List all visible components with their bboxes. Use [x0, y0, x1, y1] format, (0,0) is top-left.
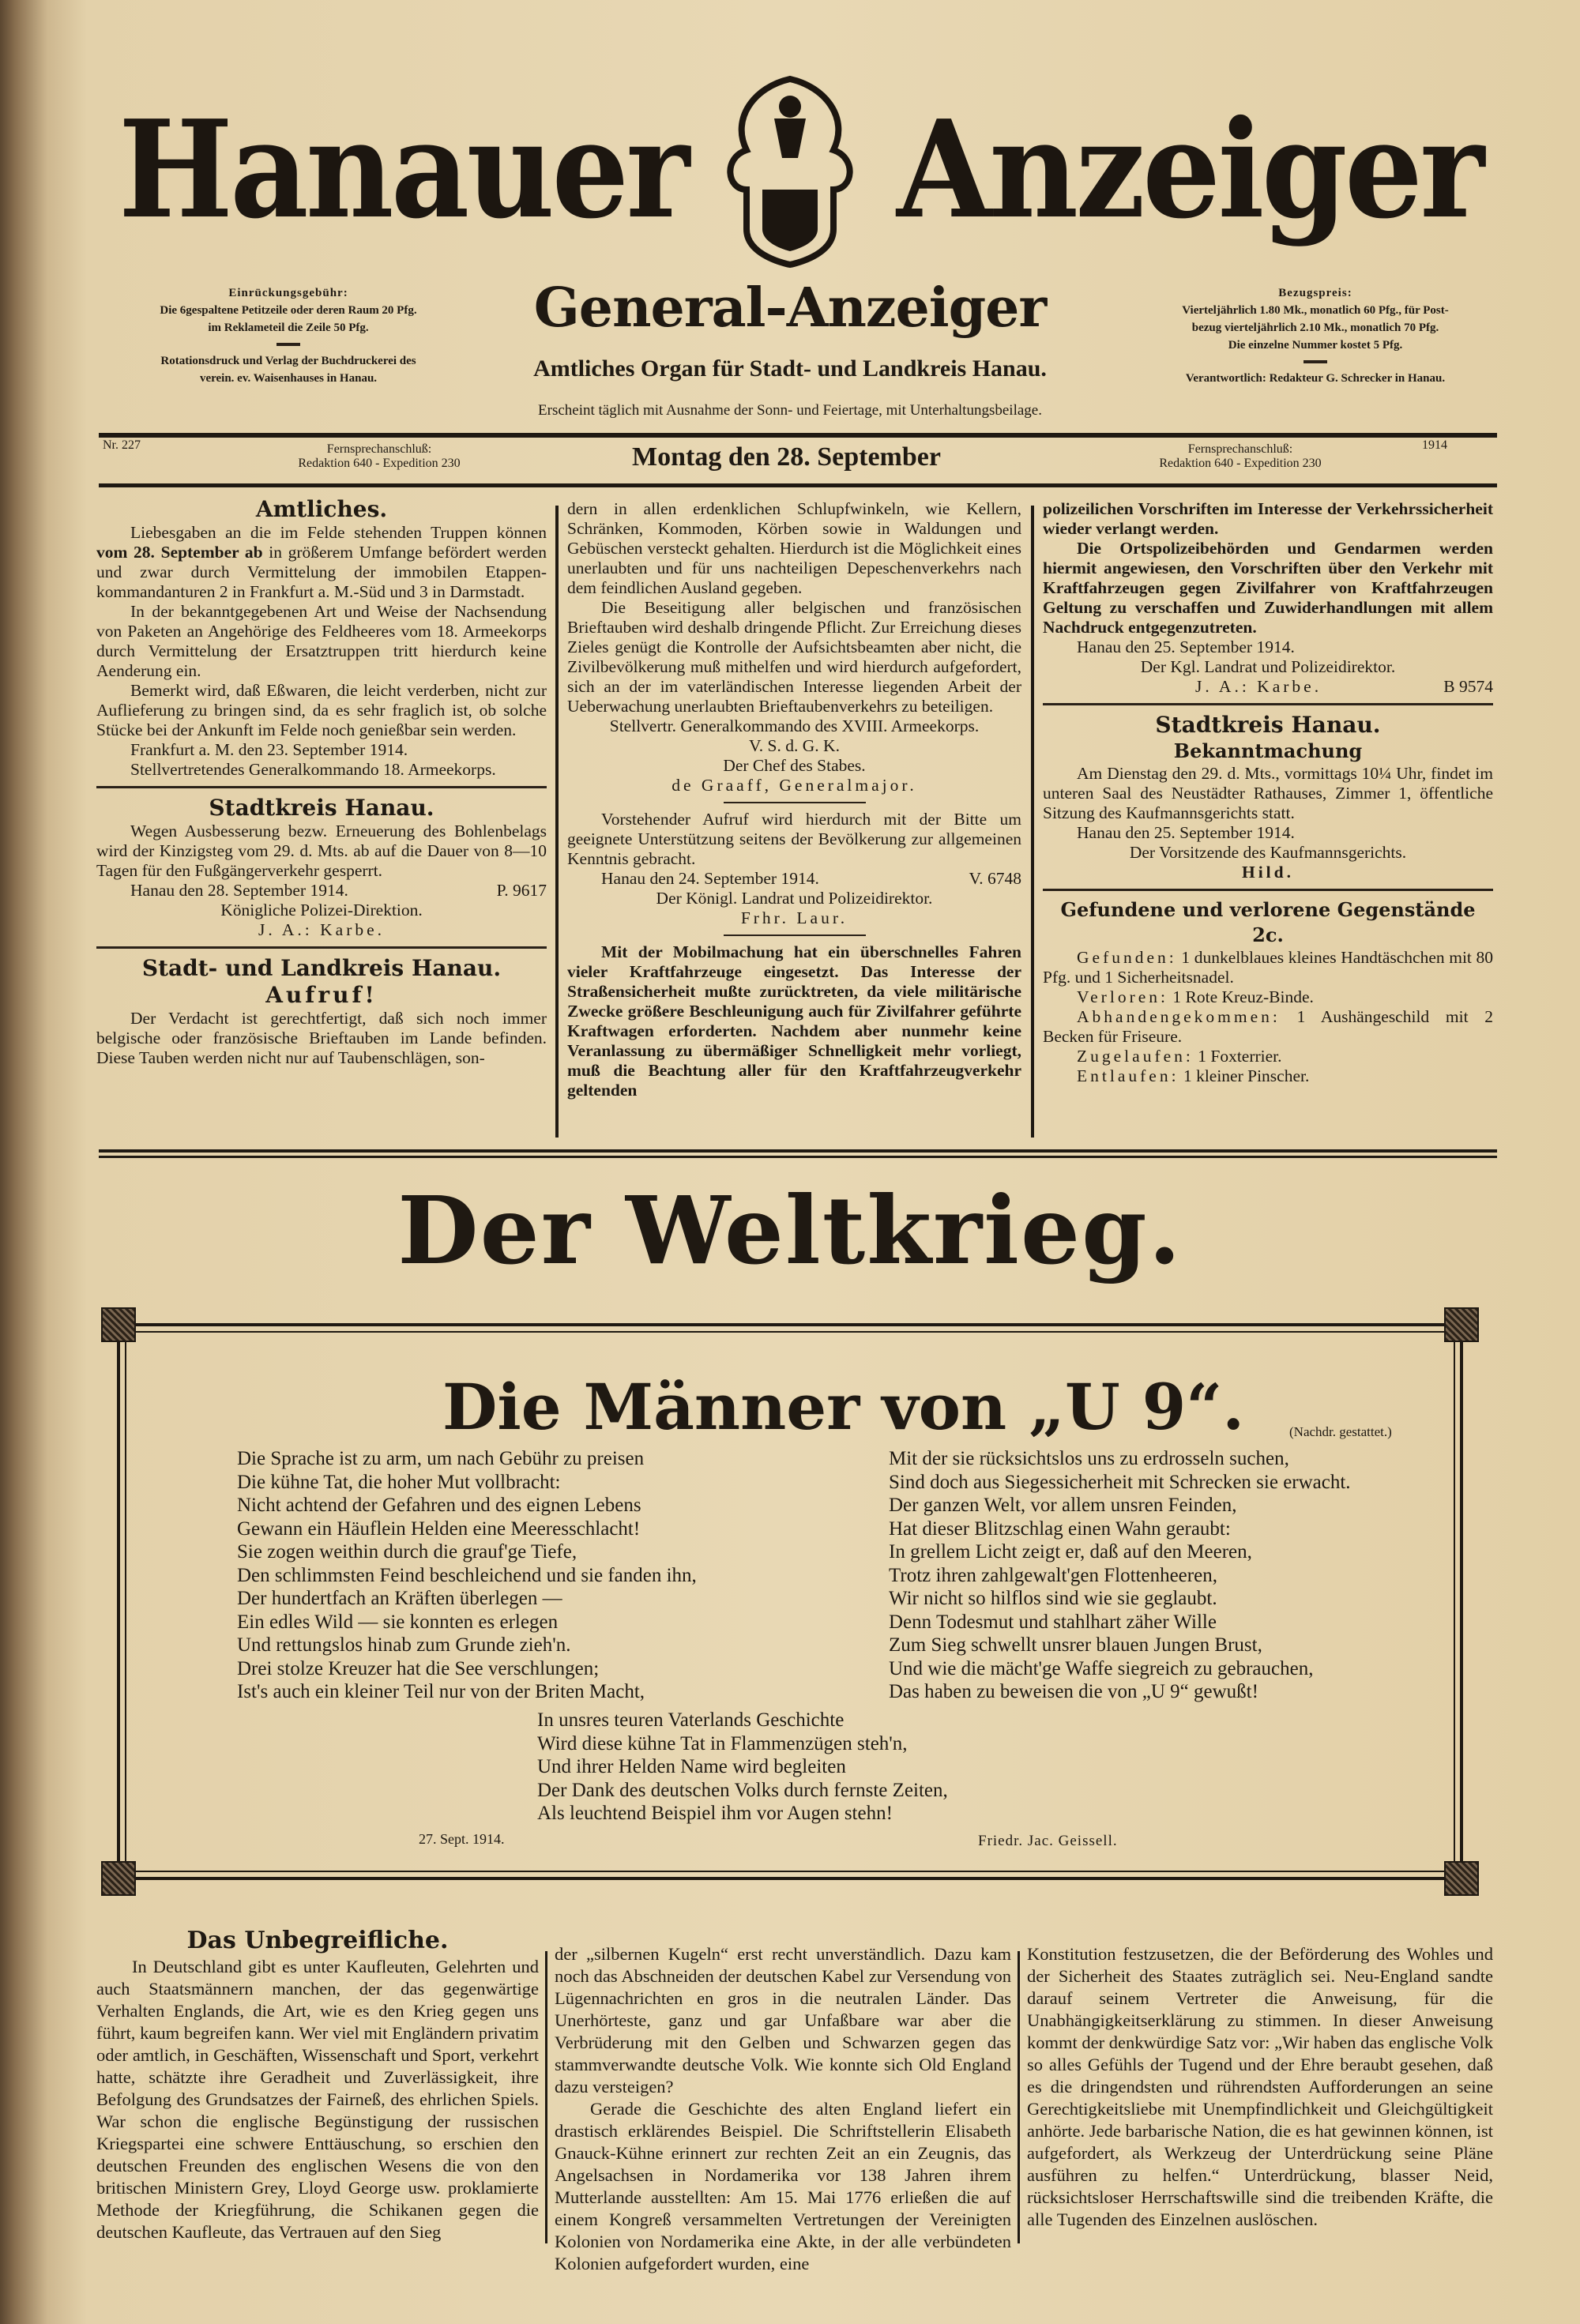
poem-line: Gewann ein Häuflein Helden eine Meeresschlacht!	[237, 1517, 641, 1540]
divider	[96, 786, 547, 788]
signature: Stellvertr. Generalkommando des XVIII. Armeekorps.	[609, 716, 980, 735]
text: 1 dunkelblaues kleines Handtäschchen mit 80 Pfg. und 1 Sicherheitsnadel.	[1043, 948, 1493, 987]
poem-line: Trotz ihren zahlgewalt'gen Flottenheeren,	[889, 1564, 1217, 1586]
signature: Stellvertretendes Generalkommando 18. Armeekorps.	[130, 760, 496, 779]
article-column-1	[96, 1927, 539, 2243]
section-rule	[99, 1149, 1497, 1153]
paragraph: In der bekanntgegebenen Art und Weise der Nachsendung von Paketen an Angehörige des Feldheeres vom 18. Armeekorps durch Vermittelung der Ersatztruppen tritt hierdurch keine Aenderung ein.	[96, 602, 547, 680]
phone-numbers: Redaktion 640 - Expedition 230	[298, 457, 461, 470]
price-line: Die einzelne Nummer kostet 5 Pfg.	[1228, 339, 1403, 352]
poem-stanza-right	[889, 1447, 1351, 1704]
text: Liebesgaben an die im Felde stehenden Truppen können	[130, 523, 547, 542]
frame-line	[1460, 1323, 1463, 1880]
place-date: Frankfurt a. M. den 23. September 1914.	[130, 740, 408, 759]
escaped-item	[1043, 1066, 1493, 1086]
poem-line: Denn Todesmut und stahlhart zäher Wille	[889, 1611, 1217, 1633]
paragraph: der „silbernen Kugeln“ erst recht unverständlich. Dazu kam noch das Abschneiden der deutschen Kabel zur Versendung von Lügennachrichten en gros in die neutralen Länder. Das Unerhörteste, ganz und gar Unfaßbare war aber die Verbrüderung mit den Gelben und Schwarzen gegen das stammverwandte deutsche Volk. Wie konnte sich Old England dazu versteigen?	[555, 1944, 1011, 2096]
paragraph	[96, 523, 547, 602]
corner-ornament-icon	[1444, 1307, 1479, 1342]
publisher-line: verein. ev. Waisenhauses in Hanau.	[199, 372, 378, 385]
divider	[1043, 889, 1493, 891]
title-right: Anzeiger	[897, 91, 1482, 249]
text: in größerem Umfange befördert werden und zwar durch Vermittelung der immobilen Etappen-kommandanturen 2 in Frankfurt a. M.-Süd und 3 in Darmstadt.	[96, 543, 547, 601]
signature: de Graaff, Generalmajor.	[672, 776, 917, 795]
reference-number: B 9574	[1443, 677, 1493, 696]
label: Zugelaufen:	[1077, 1047, 1194, 1066]
price-line: Vierteljährlich 1.80 Mk., monatlich 60 Pfg., für Post-	[1182, 304, 1449, 317]
place-date: Hanau den 25. September 1914.	[1077, 823, 1295, 842]
signature: V. S. d. G. K.	[749, 736, 840, 755]
signature: Hild.	[1241, 863, 1294, 882]
rates-line: im Reklameteil die Zeile 50 Pfg.	[208, 322, 369, 334]
official-organ-line: Amtliches Organ für Stadt- und Landkreis Hanau.	[533, 355, 1047, 382]
poem-line: Drei stolze Kreuzer hat die See verschlungen;	[237, 1657, 600, 1679]
frame-line	[117, 1323, 1463, 1326]
authority: Der Kgl. Landrat und Polizeidirektor.	[1140, 657, 1396, 676]
text: 1 Aushängeschild mit 2 Becken für Friseure.	[1043, 1007, 1493, 1046]
aufruf-subheading: Aufruf!	[265, 982, 378, 1008]
divider	[276, 343, 300, 346]
column-rule	[545, 1951, 547, 2243]
price-heading: Bezugspreis:	[1278, 287, 1352, 299]
place-date: Hanau den 25. September 1914.	[1077, 637, 1295, 656]
amtliches-heading: Amtliches.	[255, 496, 388, 522]
emphasis: vom 28. September ab	[96, 543, 263, 562]
paragraph: Die Beseitigung aller belgischen und französischen Brieftauben wird deshalb dringende Pflicht. Zur Erreichung dieses Zieles genügt die Kontrolle der Aufsichtsbeamten aber nicht, die Zivilbevölkerung muß mithelfen und wird hierdurch aufgefordert, sich an der im vaterländischen Interesse liegenden Arbeit der Ueberwachung unerlaubten Brieftaubenverkehrs zu beteiligen.	[567, 598, 1021, 716]
paragraph: polizeilichen Vorschriften im Interesse der Verkehrssicherheit wieder verlangt werden.	[1043, 499, 1493, 538]
phone-heading: Fernsprechanschluß:	[326, 442, 432, 456]
place-date: Hanau den 28. September 1914.	[130, 881, 348, 900]
place-date-row	[96, 881, 547, 901]
phone-heading: Fernsprechanschluß:	[1187, 442, 1293, 456]
paragraph: Mit der Mobilmachung hat ein überschnelles Fahren vieler Kraftfahrzeuge eingesetzt. Das Interesse der Straßensicherheit mußte zurücktreten, da viele militärische Zwecke größere Beschleunigung auch für Zivilfahrer geführte Kraftwagen erforderten. Nachdem aber nunmehr keine Veranlassung zu übermäßiger Schnelligkeit mehr vorliegt, muß die Beachtung aller für den Kraftfahrzeugverkehr geltenden	[567, 942, 1021, 1100]
editor-line: Verantwortlich: Redakteur G. Schrecker in Hanau.	[1185, 372, 1446, 385]
place-date-row	[567, 869, 1021, 889]
lost-found-heading: Gefundene und verlorene Gegenstände 2c.	[1060, 898, 1476, 946]
frame-line	[117, 1331, 1463, 1333]
poem-line: Nicht achtend der Gefahren und des eignen Lebens	[237, 1495, 641, 1516]
column-2	[567, 499, 1021, 1100]
poem-line: Der hundertfach an Kräften überlegen —	[237, 1588, 562, 1609]
stadtkreis-heading: Stadtkreis Hanau.	[1155, 712, 1381, 738]
poem-line: Zum Sieg schwellt unsrer blauen Jungen Brust,	[889, 1634, 1262, 1656]
place-date: Hanau den 24. September 1914.	[601, 869, 819, 888]
reference-number: V. 6748	[969, 869, 1021, 888]
paragraph: Vorstehender Aufruf wird hierdurch mit der Bitte um geeignete Unterstützung seitens der Bevölkerung zur allgemeinen Kenntnis gebracht.	[567, 810, 1021, 868]
poem-line: Das haben zu beweisen die von „U 9“ gewußt!	[889, 1681, 1258, 1702]
poem-line: Der ganzen Welt, vor allem unsren Feinden,	[889, 1495, 1237, 1516]
price-line: bezug vierteljährlich 2.10 Mk., monatlich 70 Pfg.	[1191, 322, 1439, 334]
poem-line: Wird diese kühne Tat in Flammenzügen steh'n,	[537, 1732, 908, 1754]
rates-line: Die 6gespaltene Petitzeile oder deren Raum 20 Pfg.	[160, 304, 417, 317]
poem-date: 27. Sept. 1914.	[419, 1831, 505, 1847]
missing-item	[1043, 1007, 1493, 1047]
article-column-2	[555, 1943, 1011, 2275]
frame-line	[117, 1871, 1463, 1872]
phone-left	[261, 442, 498, 483]
issue-number: Nr. 227	[103, 438, 141, 452]
poem-line: Ein edles Wild — sie konnten es erlegen	[237, 1611, 559, 1633]
signature: J. A.: Karbe.	[1195, 677, 1322, 696]
subscription-box	[1138, 284, 1493, 387]
paragraph: Der Verdacht ist gerechtfertigt, daß sich noch immer belgische oder französische Brieftauben im Lande befinden. Diese Tauben werden nicht nur auf Taubenschlägen, son-	[96, 1009, 547, 1067]
appearance-line: Erscheint täglich mit Ausnahme der Sonn- und Feiertage, mit Unterhaltungsbeilage.	[538, 402, 1042, 419]
column-rule	[1031, 506, 1034, 1138]
paragraph: Gerade die Geschichte des alten England liefert ein drastisch erklärendes Beispiel. Die Schriftstellerin Elisabeth Gnauck-Kühne erinnert zur rechten Zeit an ein Zeugnis, das Angelsachsen in Nordamerika vor 138 Jahren ihrem Mutterlande ausstellten: Am 15. Mai 1776 erließen die auf einem Kongreß versammelten Vertretungen der Vereinigten Kolonien von Nordamerika eine Akte, in der alle verbündeten Kolonien aufgefordert wurden, eine	[555, 2099, 1011, 2273]
reprint-note: (Nachdr. gestattet.)	[1289, 1424, 1392, 1439]
article-column-3	[1027, 1943, 1493, 2231]
phone-right	[1122, 442, 1359, 483]
aufruf-heading: Stadt- und Landkreis Hanau.	[141, 955, 502, 981]
poem-stanza-final	[537, 1709, 948, 1826]
poem-line: In unsres teuren Vaterlands Geschichte	[537, 1709, 845, 1731]
frame-line	[125, 1323, 126, 1880]
signature: Frhr. Laur.	[740, 908, 848, 927]
paragraph: In Deutschland gibt es unter Kaufleuten, Gelehrten und auch Staatsmännern manchen, der das gegenwärtige Verhalten Englands, die Art, wie es den Krieg gegen uns führt, kaum begreifen kann. Wer viel mit Engländern privatim oder amtlich, in Geschäften, Wissenschaft und Sport, verkehrt hatte, schätzte ihre Geradheit und Zuverlässigkeit, ihre Befolgung des Grundsatzes der Fairneß, des ehrlichen Spiels. War schon die englische Begünstigung der russischen Kriegspartei eine schwere Enttäuschung, so erschien den deutschen Freunden des englischen Wesens die von den britischen Ministern Grey, Lloyd George usw. proklamierte Methode der Kriegführung, die Schikanen gegen die deutschen Kaufleute, das Vertrauen auf den Sieg	[96, 1957, 539, 2242]
frame-line	[1454, 1323, 1455, 1880]
label: Gefunden:	[1077, 948, 1177, 967]
divider	[1304, 360, 1327, 363]
coat-of-arms-icon	[699, 71, 881, 269]
subtitle: General-Anzeiger	[533, 276, 1047, 340]
issue-year: 1914	[1422, 438, 1447, 452]
authority: Der Vorsitzende des Kaufmannsgerichts.	[1129, 843, 1407, 862]
label: Verloren:	[1077, 987, 1168, 1006]
column-1	[96, 496, 547, 1068]
poem-line: Und wie die mächt'ge Waffe siegreich zu gebrauchen,	[889, 1657, 1314, 1679]
divider	[96, 946, 547, 949]
poem-line: In grellem Licht zeigt er, daß auf den Meeren,	[889, 1541, 1252, 1562]
paragraph: Konstitution festzusetzen, die der Beförderung des Wohles und der Sicherheit des Staates zuträglich sei. Neu-England sandte darauf seinem Vertreter die Anweisung, für die Unabhängigkeitserklärung zu stimmen. In dieser Anweisung kommt der denkwürdige Satz vor: „Wir haben das englische Volk so alles Gefühls der Tugend und der Ehre beraubt gesehen, daß es die dringendsten und rührendsten Aufforderungen an seine Gerechtigkeitsliebe mit Unempfindlichkeit und Gleichgültigkeit anhörte. Jede barbarische Nation, die es hat gewinnen können, ist aufgefordert, als Werkzeug der Unterdrückung seine Pläne ausführen zu helfen.“ Unterdrückung, blasser Neid, rücksichtsloser Herrschaftswille sind die treibenden Kräfte, die alle Tugenden des Einzelnen auslöschen.	[1027, 1944, 1493, 2229]
poem-line: Ist's auch ein kleiner Teil nur von der Briten Macht,	[237, 1681, 645, 1702]
paragraph: Wegen Ausbesserung bezw. Erneuerung des Bohlenbelags wird der Kinzigsteg vom 29. d. Mts. ab auf die Dauer von 8—10 Tagen für den Fußgängerverkehr gesperrt.	[96, 822, 547, 880]
authority: Der Königl. Landrat und Polizeidirektor.	[656, 889, 933, 908]
poem-line: Der Dank des deutschen Volks durch fernste Zeiten,	[537, 1779, 948, 1801]
poem-line: Den schlimmsten Feind beschleichend und sie fanden ihn,	[237, 1564, 697, 1586]
poem-line: Hat dieser Blitzschlag einen Wahn geraubt:	[889, 1517, 1231, 1540]
title-left: Hanauer	[118, 91, 687, 249]
poem-title: Die Männer von „U 9“.	[442, 1370, 1245, 1444]
divider	[724, 934, 866, 936]
divider	[724, 802, 866, 803]
article-heading: Das Unbegreifliche.	[186, 1927, 449, 1954]
text: 1 Rote Kreuz-Binde.	[1172, 987, 1314, 1006]
poem-line: Die Sprache ist zu arm, um nach Gebühr zu preisen	[237, 1448, 645, 1469]
poem-line: Und ihrer Helden Name wird begleiten	[537, 1756, 846, 1777]
paragraph: Bemerkt wird, daß Eßwaren, die leicht verderben, nicht zur Auflieferung zu bringen sind, da es sehr fraglich ist, ob solche Stücke bei der Ankunft im Felde noch genießbar sein werden.	[96, 681, 547, 739]
rates-heading: Einrückungsgebühr:	[228, 287, 348, 299]
corner-ornament-icon	[1444, 1861, 1479, 1896]
poem-line: Sie zogen weithin durch die grauf'ge Tiefe,	[237, 1541, 577, 1562]
masthead-rule	[99, 433, 1497, 438]
frame-line	[117, 1877, 1463, 1880]
poem-line: Als leuchtend Beispiel ihm vor Augen stehn!	[537, 1803, 893, 1824]
issue-rule	[99, 483, 1497, 487]
paragraph: Die Ortspolizeibehörden und Gendarmen werden hiermit angewiesen, den Vorschriften über den Verkehr mit Kraftfahrzeugen gegen Zivilfahrer von Kraftfahrzeugen Geltung zu verschaffen und Zuwiderhandlungen mit allem Nachdruck entgegenzutreten.	[1043, 539, 1493, 637]
advertising-rates-box	[118, 284, 458, 387]
divider	[1043, 703, 1493, 705]
poem-line: Wir nicht so hilflos sind wie sie geglaubt.	[889, 1588, 1217, 1609]
found-item	[1043, 948, 1493, 987]
phone-numbers: Redaktion 640 - Expedition 230	[1159, 457, 1322, 470]
signature: J. A.: Karbe.	[258, 920, 386, 939]
corner-ornament-icon	[101, 1861, 136, 1896]
label: Abhandengekommen:	[1077, 1007, 1281, 1026]
stadtkreis-heading: Stadtkreis Hanau.	[209, 795, 434, 821]
lost-item	[1043, 987, 1493, 1007]
poem-line: Mit der sie rücksichtslos uns zu erdrosseln suchen,	[889, 1448, 1289, 1469]
poem-line: Sind doch aus Siegessicherheit mit Schrecken sie erwacht.	[889, 1471, 1351, 1493]
column-3	[1043, 499, 1493, 1086]
reference-number: P. 9617	[496, 881, 547, 900]
publisher-line: Rotationsdruck und Verlag der Buchdruckerei des	[160, 355, 416, 367]
poem-stanza-left	[237, 1447, 697, 1704]
column-rule	[1018, 1951, 1020, 2243]
section-heading: Der Weltkrieg.	[397, 1175, 1183, 1285]
issue-date: Montag den 28. September	[632, 442, 941, 472]
poem-line: Die kühne Tat, die hoher Mut vollbracht:	[237, 1471, 561, 1493]
label: Entlaufen:	[1077, 1066, 1179, 1085]
poem-line: Und rettungslos hinab zum Grunde zieh'n.	[237, 1634, 571, 1656]
column-rule	[555, 506, 559, 1138]
section-rule	[99, 1156, 1497, 1158]
text: 1 kleiner Pinscher.	[1183, 1066, 1310, 1085]
signature-row	[1043, 677, 1493, 697]
corner-ornament-icon	[101, 1307, 136, 1342]
poem-author: Friedr. Jac. Geissell.	[978, 1833, 1118, 1849]
paragraph: Am Dienstag den 29. d. Mts., vormittags 10¼ Uhr, findet im unteren Saal des Neustädter Rathauses, Zimmer 1, öffentliche Sitzung des Kaufmannsgerichts statt.	[1043, 764, 1493, 822]
frame-line	[117, 1323, 120, 1880]
text: 1 Foxterrier.	[1198, 1047, 1282, 1066]
stray-item	[1043, 1047, 1493, 1066]
bekanntmachung-heading: Bekanntmachung	[1173, 739, 1363, 762]
signature: Der Chef des Stabes.	[723, 756, 866, 775]
paragraph: dern in allen erdenklichen Schlupfwinkeln, wie Kellern, Schränken, Kommoden, Körben sowie in Waldungen und Gebüschen versteckt gehalten. Hierdurch ist die Möglichkeit eines unerlaubten und für uns nachteiligen Depeschenverkehrs nach dem feindlichen Ausland gegeben.	[567, 499, 1021, 597]
authority: Königliche Polizei-Direktion.	[220, 901, 423, 919]
